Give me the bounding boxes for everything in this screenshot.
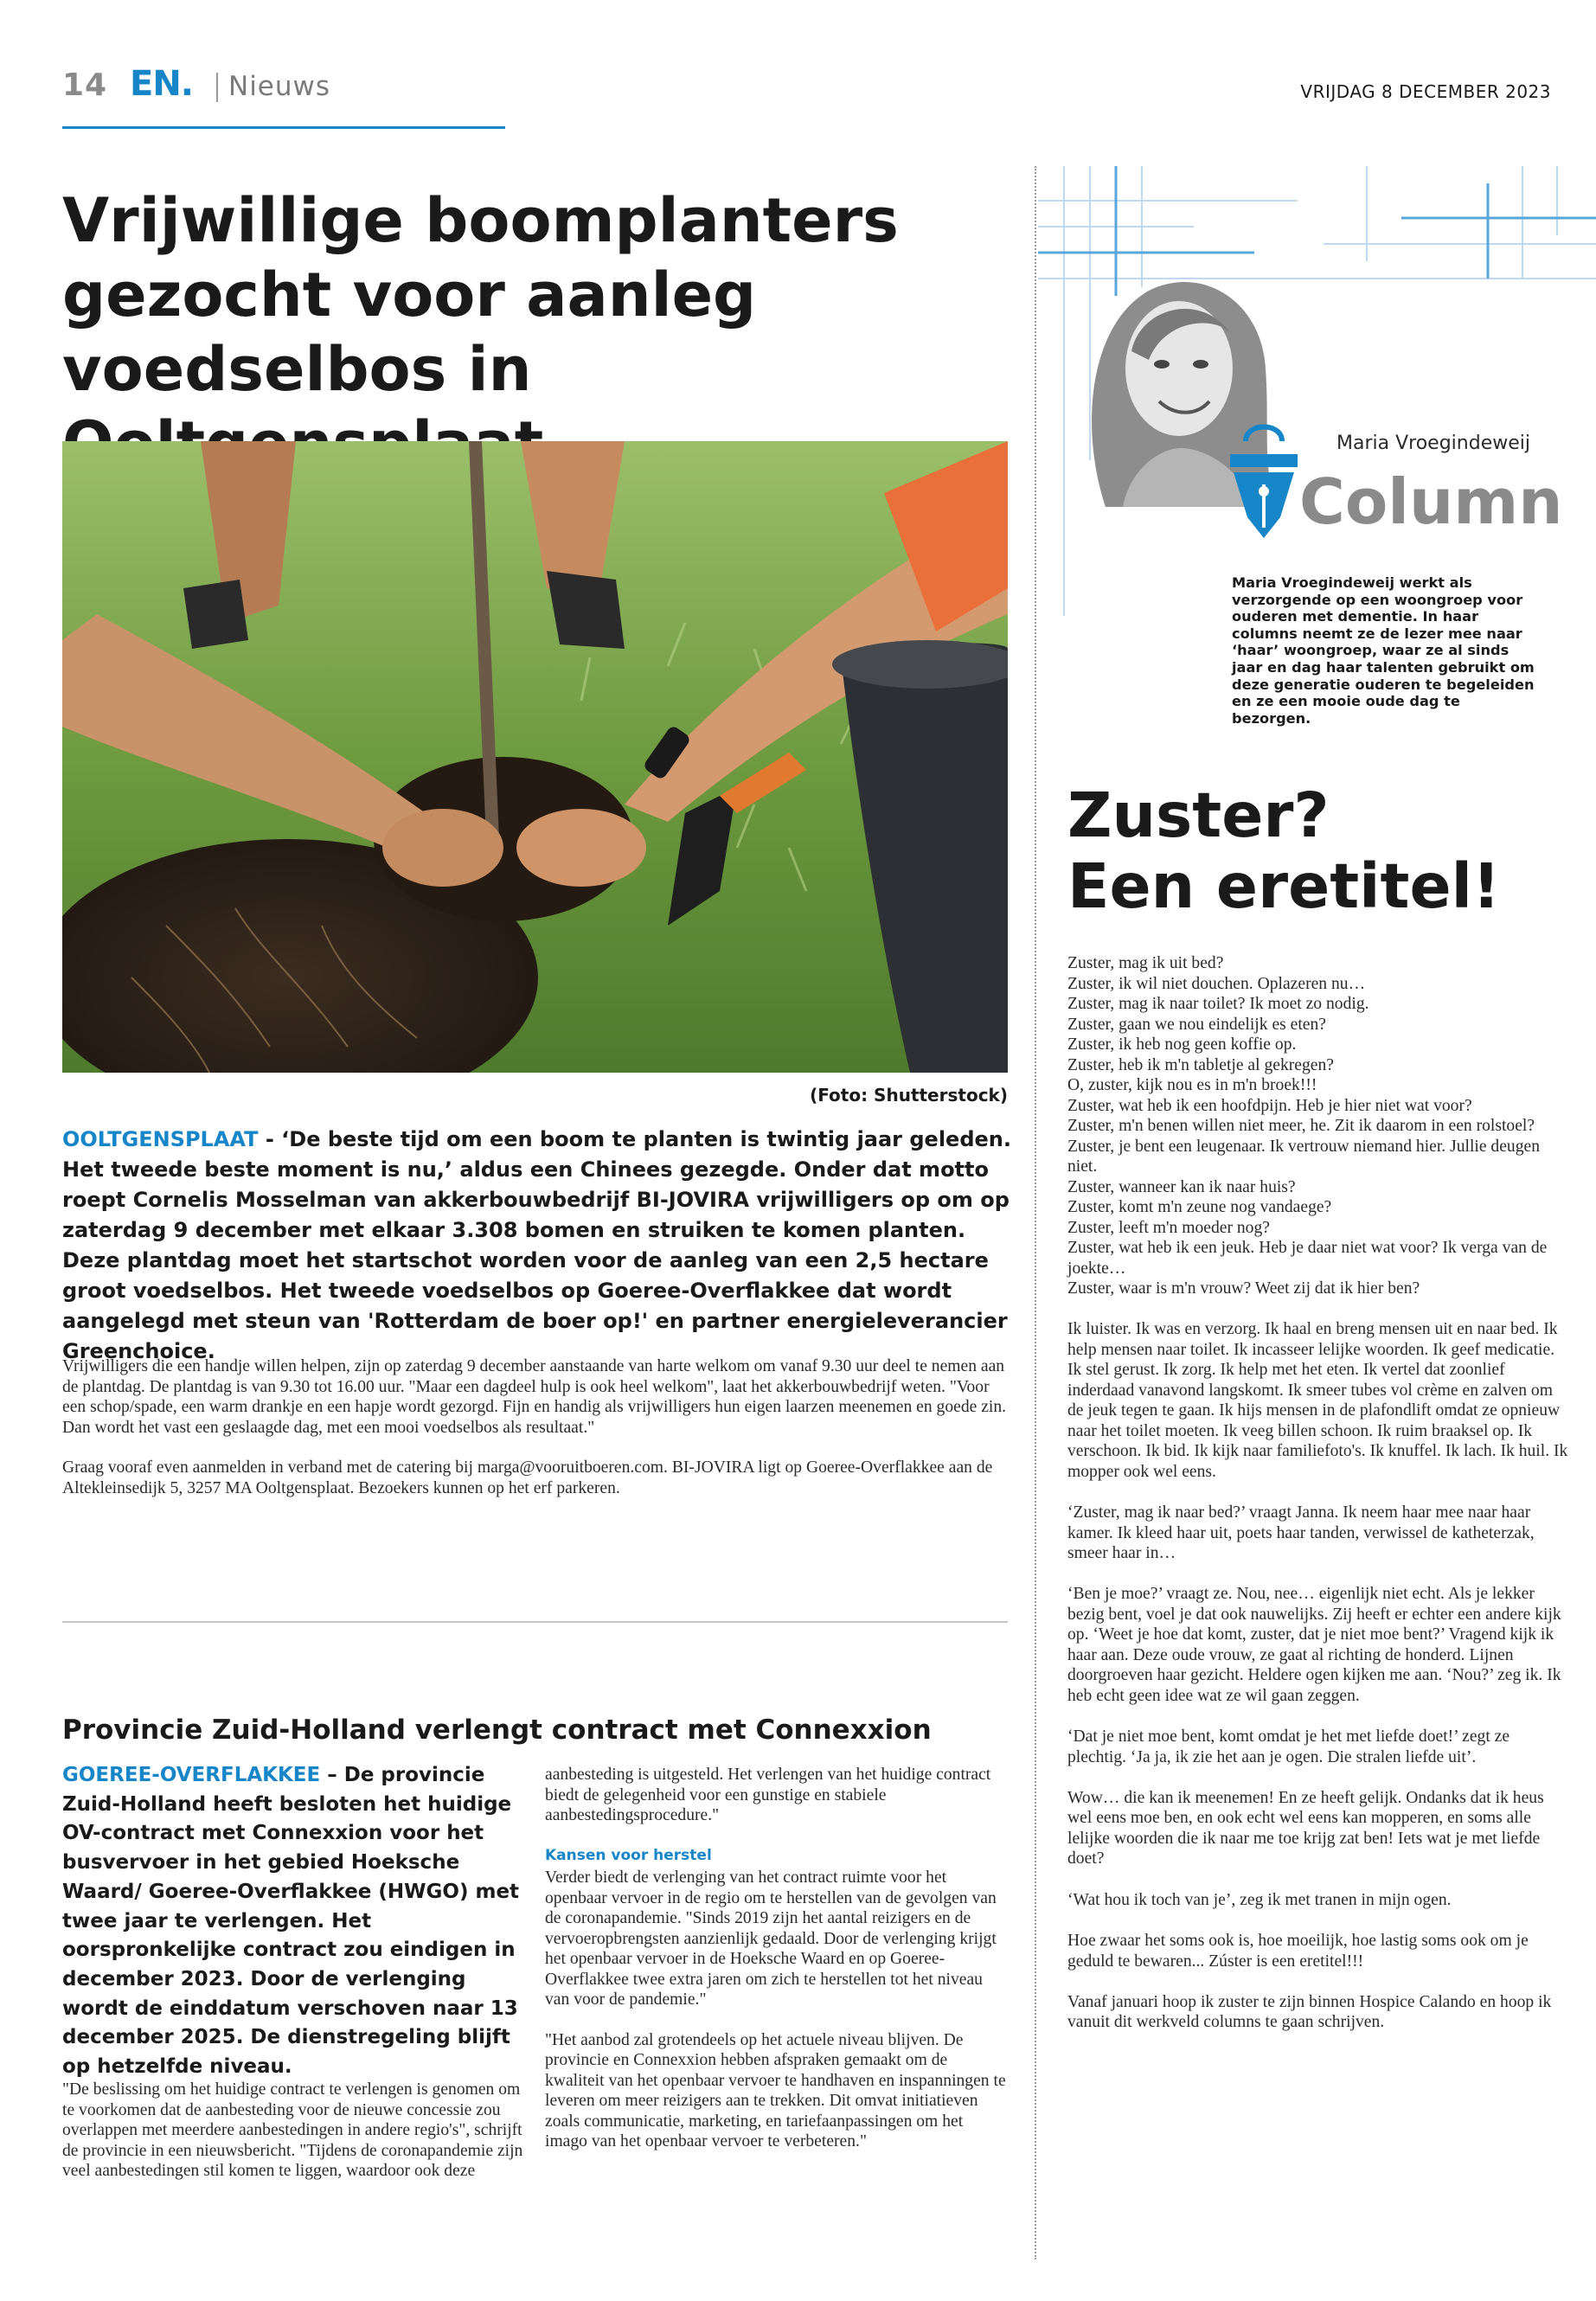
column-paragraph: ‘Dat je niet moe bent, komt omdat je het met liefde doet!’ zegt ze plechtig. ‘Ja ja, ik zie het aan je ogen. Die stralen liefde uit’. — [1067, 1727, 1510, 1766]
second-paragraph: "De beslissing om het huidige contract te verlengen is genomen om te voorkomen dat de aanbesteding voor de nieuwe concessie zou overlappen met meerdere aanbestedingen in andere regio's", schrijft de provincie in een nieuwsbericht. "Tijdens de coronapandemie zijn veel aanbestedingen stil komen te liggen, waardoor ook deze — [62, 2080, 523, 2180]
fountain-pen-icon — [1228, 415, 1299, 538]
column-title-line-2: Een eretitel! — [1067, 850, 1501, 922]
column-paragraph: Wow… die kan ik meenemen! En ze heeft gelijk. Ondanks dat ik heus wel eens moe ben, en ook echt wel eens kan mopperen, en soms alle lelijke woorden die ik naar me toe krijg zat ben! Iets wat je met liefde doet? — [1067, 1788, 1544, 1868]
quote-line: Zuster, mag ik naar toilet? Ik moet zo nodig. — [1067, 995, 1369, 1013]
column-paragraph: Vanaf januari hoop ik zuster te zijn binnen Hospice Calando en hoop ik vanuit dit werkveld columns te gaan schrijven. — [1067, 1992, 1552, 2032]
second-paragraph: Verder biedt de verlenging van het contract ruimte voor het openbaar vervoer in de regio om te herstellen van de gevolgen van de coronapandemie. "Sinds 2019 zijn het aantal reizigers en de vervoeropbrengsten aanzienlijk gedaald. Door de verlenging krijgt het openbaar vervoer in de Hoeksche Waard en op Goeree-Overflakkee twee extra jaren om zich te herstellen tot het niveau van voor de pandemie." — [545, 1868, 997, 2009]
fountain-pen-icon-svg — [1228, 415, 1299, 538]
main-lead-text: - ‘De beste tijd om een boom te planten is twintig jaar geleden. Het tweede beste moment is nu,’ aldus een Chinees gezegde. Onder dat motto roept Cornelis Mosselman van akkerbouwbedrijf BI-JOVIRA vrijwilligers op om op zaterdag 9 december met elkaar 3.308 bomen en struiken te komen planten. Deze plantdag moet het startschot worden voor de aanleg van een 2,5 hectare groot voedselbos. Het tweede voedselbos op Goeree-Overflakkee dat wordt aangelegd met steun van 'Rotterdam de boer op!' en partner energieleverancier Greenchoice. — [62, 1127, 1011, 1363]
author-bio: Maria Vroegindeweij werkt als verzorgende op een woongroep voor ouderen met dementie. In haar columns neemt ze de lezer mee naar ‘haar’ woongroep, waar ze al sinds jaar en dag haar talenten gebruikt om deze generatie ouderen te begeleiden en ze een mooie oude dag te bezorgen. — [1232, 574, 1535, 727]
second-left-column — [62, 2080, 525, 2202]
second-dateline: GOEREE-OVERFLAKKEE — [62, 1764, 321, 1786]
tree-planting-photo — [62, 441, 1008, 1073]
quote-block — [1067, 953, 1569, 1299]
quote-line: Zuster, leeft m'n moeder nog? — [1067, 1218, 1270, 1237]
second-lead-text: – De provincie Zuid-Holland heeft besloten het huidige OV-contract met Connexxion voor het busvervoer in het gebied Hoeksche Waard/ Goeree-Overflakkee (HWGO) met twee jaar te verlengen. Het oorspronkelijke contract zou eindigen in december 2023. Door de verlenging wordt de einddatum verschoven naar 13 december 2025. De dienstregeling blijft op hetzelfde niveau. — [62, 1764, 520, 2079]
quote-line: Zuster, heb ik m'n tabletje al gekregen? — [1067, 1055, 1334, 1074]
header-separator — [216, 73, 218, 102]
main-article-body — [62, 1356, 1014, 1518]
section-name[interactable]: Nieuws — [228, 71, 331, 102]
quote-line: Zuster, wat heb ik een hoofdpijn. Heb je hier niet wat voor? — [1067, 1096, 1472, 1115]
newspaper-logo[interactable]: EN. — [130, 64, 193, 104]
second-paragraph: aanbesteding is uitgesteld. Het verlengen van het huidige contract biedt de gelegenheid voor een gunstige en stabiele aanbestedingsprocedure." — [545, 1766, 991, 1824]
column-paragraph: ‘Zuster, mag ik naar bed?’ vraagt Janna. Ik neem haar mee naar haar kamer. Ik kleed haar uit, poets haar tanden, verwissel de katheterzak, smeer haar in… — [1067, 1503, 1535, 1563]
headline-line-1: Vrijwillige boomplanters — [62, 185, 899, 256]
second-headline: Provincie Zuid-Holland verlengt contract met Connexxion — [62, 1715, 932, 1746]
column-title-line-1: Zuster? — [1067, 779, 1330, 851]
column-title — [1067, 780, 1586, 922]
header-rule — [62, 126, 505, 129]
main-paragraph: Graag vooraf even aanmelden in verband met de catering bij marga@vooruitboeren.com. BI-JOVIRA ligt op Goeree-Overflakkee aan de Altekleinsedijk 5, 3257 MA Ooltgensplaat. Bezoekers kunnen op het erf parkeren. — [62, 1458, 993, 1497]
quote-line: Zuster, ik wil niet douchen. Oplazeren nu… — [1067, 974, 1366, 993]
column-author: Maria Vroegindeweij — [1336, 433, 1530, 454]
column-label: Column — [1299, 465, 1563, 538]
quote-line: Zuster, komt m'n zeune nog vandaege? — [1067, 1198, 1332, 1216]
column-paragraph: Ik luister. Ik was en verzorg. Ik haal en breng mensen uit en naar bed. Ik help mensen naar toilet. Ik incasseer lelijke woorden. Ik geef medicatie. Ik stel gerust. Ik zorg. Ik help met het eten. Ik vertel dat zoonlief inderdaad vanavond langskomt. Ik smeer tubes vol crème en zalven om de jeuk tegen te gaan. Ik hijs mensen in de plafondlift omdat ze opnieuw naar het toilet moeten. Ik veeg billen schoon. Ik ruim braaksel op. Ik verschoon. Ik bid. Ik kijk naar familiefoto's. Ik knuffel. Ik lach. Ik huil. Ik mopper ook wel eens. — [1067, 1320, 1568, 1481]
issue-date: VRIJDAG 8 DECEMBER 2023 — [1300, 81, 1551, 102]
column-divider — [1035, 166, 1036, 2259]
quote-line: O, zuster, kijk nou es in m'n broek!!! — [1067, 1076, 1317, 1094]
main-lead — [62, 1125, 1014, 1367]
photo-credit: (Foto: Shutterstock) — [810, 1085, 1008, 1106]
quote-line: Zuster, wanneer kan ik naar huis? — [1067, 1177, 1296, 1196]
second-paragraph: "Het aanbod zal grotendeels op het actuele niveau blijven. De provincie en Connexxion hebben afspraken gemaakt om de kwaliteit van het openbaar vervoer te handhaven en inspanningen te leveren om meer reizigers aan te trekken. Dit omvat initiatieven zoals communicatie, marketing, en tariefaanpassingen om het imago van het openbaar vervoer te verbeteren." — [545, 2030, 1006, 2150]
quote-line: Zuster, je bent een leugenaar. Ik vertrouw niemand hier. Jullie deugen niet. — [1067, 1137, 1541, 1176]
headline-line-3: voedselbos in — [62, 334, 532, 405]
page-number: 14 — [62, 67, 108, 103]
main-dateline: OOLTGENSPLAAT — [62, 1127, 259, 1151]
quote-line: Zuster, wat heb ik een jeuk. Heb je daar niet wat voor? Ik verga van de joekte… — [1067, 1239, 1548, 1278]
quote-line: Zuster, ik heb nog geen koffie op. — [1067, 1035, 1297, 1054]
main-paragraph: Vrijwilligers die een handje willen helpen, zijn op zaterdag 9 december aanstaande van harte welkom om vanaf 9.30 uur deel te nemen aan de plantdag. De plantdag is van 9.30 tot 16.00 uur. "Maar een dagdeel hulp is ook heel welkom", laat het akkerbouwbedrijf weten. "Voor een schop/spade, een warm drankje en een hapje wordt gezorgd. Fijn en handig als vrijwilligers hun eigen laarzen meenemen en goede zin. Dan wordt het vast een geslaagde dag, met een mooi voedselbos als resultaat." — [62, 1357, 1007, 1437]
quote-line: Zuster, waar is m'n vrouw? Weet zij dat ik hier ben? — [1067, 1279, 1420, 1298]
quote-line: Zuster, mag ik uit bed? — [1067, 954, 1224, 972]
tree-planting-photo-illustration — [62, 441, 1008, 1073]
main-headline — [62, 183, 1014, 481]
second-right-column — [545, 1765, 1008, 2172]
column-paragraph: ‘Wat hou ik toch van je’, zeg ik met tranen in mijn ogen. — [1067, 1890, 1452, 1909]
story-divider — [62, 1621, 1008, 1623]
column-paragraph: Hoe zwaar het soms ook is, hoe moeilijk, hoe lastig soms ook om je geduld te bewaren... Zúster is een eretitel!!! — [1067, 1932, 1529, 1971]
quote-line: Zuster, m'n benen willen niet meer, he. Zit ik daarom in een rolstoel? — [1067, 1117, 1535, 1135]
quote-line: Zuster, gaan we nou eindelijk es eten? — [1067, 1015, 1326, 1034]
second-lead — [62, 1761, 525, 2082]
second-subhead: Kansen voor herstel — [545, 1846, 712, 1864]
column-paragraph: ‘Ben je moe?’ vraagt ze. Nou, nee… eigenlijk niet echt. Als je lekker bezig bent, voel je dat ook nauwelijks. Zij heeft er echter een andere kijk op. ‘Weet je hoe dat komt, zuster, dat je niet moe bent?’ Vragend kijk ik haar aan. Deze oude vrouw, ze gaat al richting de honderd. Lijnen doorgroeven haar gezicht. Heldere ogen kijken me aan. ‘Nou?’ zeg ik. Ik heb echt geen idee wat ze wil gaan zeggen. — [1067, 1585, 1561, 1705]
column-body — [1067, 953, 1569, 2054]
headline-line-2: gezocht voor aanleg — [62, 260, 757, 330]
